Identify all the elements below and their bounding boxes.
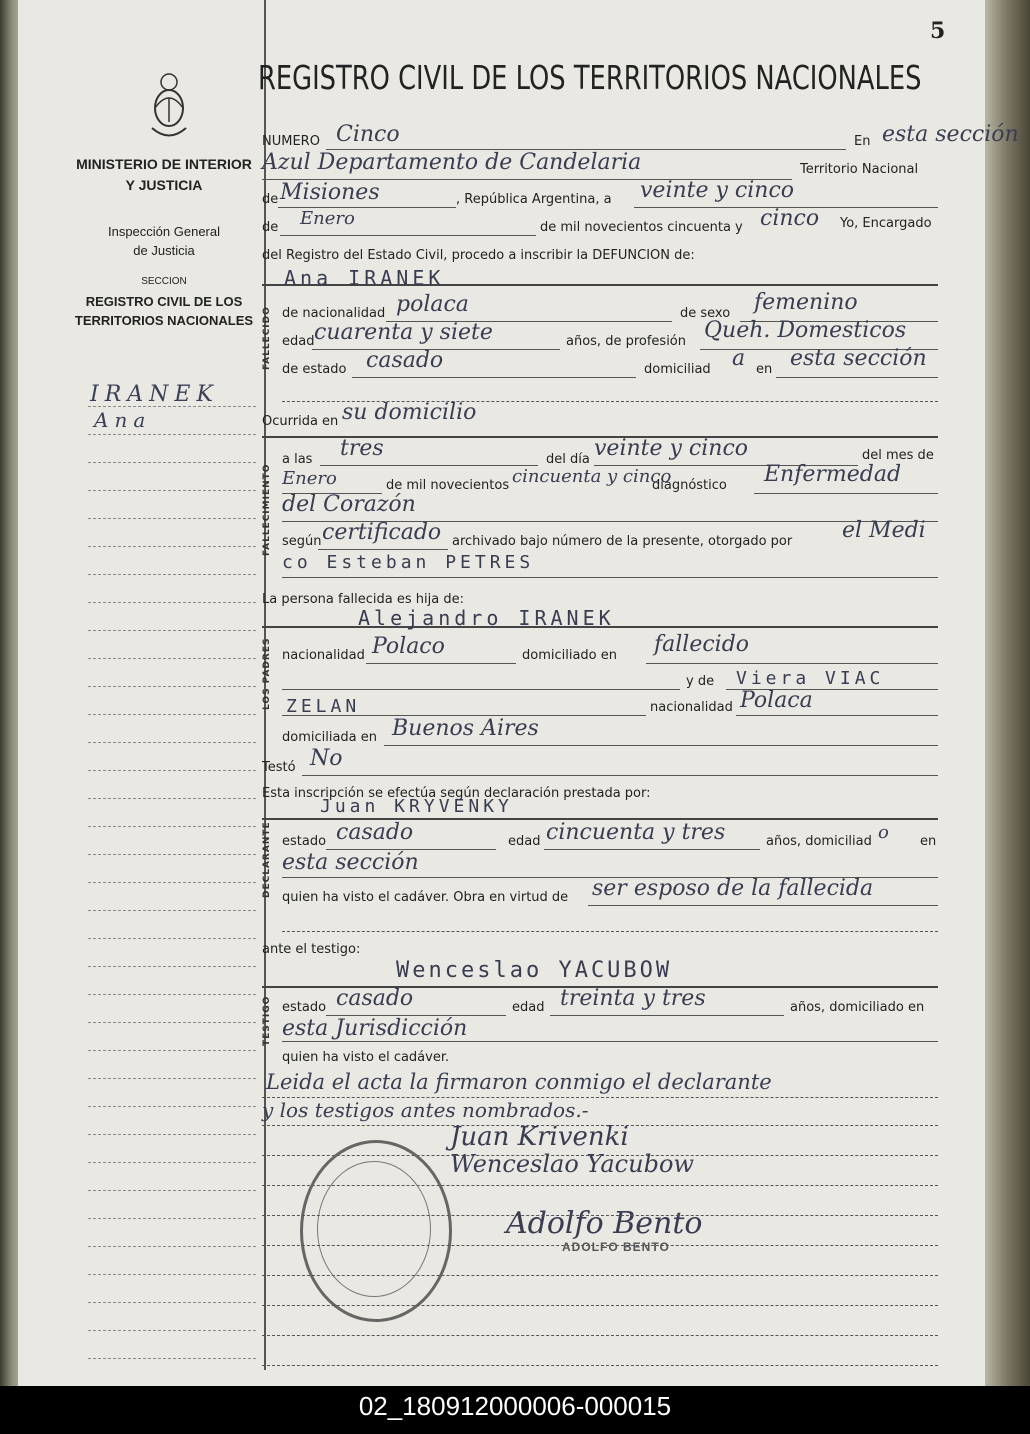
line — [282, 1040, 938, 1042]
margin-given-name: Ana — [94, 408, 152, 432]
label-mil: de mil novecientos cincuenta y — [540, 220, 743, 235]
inspection-caption: Inspección General de Justicia — [107, 224, 220, 258]
margin-rule-line — [88, 1050, 256, 1052]
value-dom-decl: o — [878, 822, 889, 843]
value-lugar: Azul Departamento de Candelaria — [262, 150, 642, 175]
margin-rule-line — [88, 938, 256, 940]
line — [282, 576, 938, 578]
value-dom-test: esta Jurisdicción — [282, 1016, 468, 1041]
signature-encargado: Adolfo Bento — [506, 1206, 703, 1241]
margin-rule-line — [88, 1246, 256, 1248]
value-ano2: cincuenta y cinco — [512, 466, 672, 487]
value-otorgado2: co Esteban PETRES — [282, 552, 535, 573]
margin-rule-line — [88, 686, 256, 688]
line — [320, 464, 538, 466]
book-binding-right — [985, 0, 1030, 1386]
label-estado: de estado — [282, 362, 347, 377]
value-padre: Alejandro IRANEK — [358, 606, 615, 630]
label-republica: , República Argentina, a — [456, 192, 612, 207]
margin-rule-line — [88, 1078, 256, 1080]
label-hija: La persona fallecida es hija de: — [262, 592, 464, 607]
margin-rule-line — [88, 518, 256, 520]
value-nac-padre: Polaco — [372, 634, 445, 659]
margin-rule-line — [88, 658, 256, 660]
line — [550, 1014, 784, 1016]
label-diagnostico: diagnóstico — [652, 478, 727, 493]
margin-rule-line — [88, 1134, 256, 1136]
label-estado3: estado — [282, 1000, 327, 1015]
value-virtud: ser esposo de la fallecida — [592, 876, 874, 901]
margin-rule-line — [88, 882, 256, 884]
label-domiciliad: domiciliad — [644, 362, 711, 377]
value-dia2: veinte y cinco — [594, 436, 749, 461]
side-declarante: DECLARANTE — [262, 821, 272, 898]
value-sexo: femenino — [754, 290, 858, 315]
label-estado2: estado — [282, 834, 327, 849]
margin-rule-line — [88, 966, 256, 968]
label-nacionalidad3: nacionalidad — [650, 700, 733, 715]
ministry-caption: MINISTERIO DE INTERIOR Y JUSTICIA — [76, 156, 252, 193]
margin-rule-line — [88, 1358, 256, 1360]
margin-rule-line — [88, 994, 256, 996]
value-otorgado: el Medi — [842, 518, 926, 543]
value-en: esta sección — [882, 122, 1019, 147]
line — [646, 662, 938, 664]
value-en-decl: esta sección — [282, 850, 419, 875]
line — [544, 848, 760, 850]
label-en3: en — [920, 834, 937, 849]
label-de: de — [262, 192, 279, 207]
label-anos-dom2: años, domiciliado en — [790, 1000, 925, 1015]
label-nacionalidad: de nacionalidad — [282, 306, 386, 321]
margin-surname: IRANEK — [90, 382, 219, 407]
closing-line-1: Leida el acta la firmaron conmigo el declarante — [266, 1070, 772, 1094]
signature-testigo: Wenceslao Yacubow — [450, 1150, 694, 1178]
value-edad-decl: cincuenta y tres — [546, 820, 726, 845]
value-madre2: ZELAN — [286, 696, 361, 717]
label-edad3: edad — [512, 1000, 545, 1015]
margin-rule-line — [88, 714, 256, 716]
line — [262, 1304, 938, 1306]
line — [262, 1334, 938, 1336]
label-de2: de — [262, 220, 279, 235]
label-testo: Testó — [262, 760, 296, 775]
value-nombre: Ana IRANEK — [284, 266, 445, 290]
label-quien: quien ha visto el cadáver. Obra en virtud de — [282, 890, 569, 905]
line — [262, 1274, 938, 1276]
value-dia: veinte y cinco — [640, 178, 795, 203]
label-domiciliado: domiciliado en — [522, 648, 618, 663]
margin-rule-line — [88, 602, 256, 604]
label-nacionalidad2: nacionalidad — [282, 648, 365, 663]
value-hora: tres — [340, 436, 384, 461]
label-domiciliada: domiciliada en — [282, 730, 378, 745]
scan-id-caption: 02_180912000006-000015 — [0, 1386, 1030, 1434]
label-anos-dom: años, domiciliad — [766, 834, 872, 849]
side-fallecido: FALLECIDO — [262, 306, 272, 370]
label-encargado: Yo, Encargado — [840, 216, 932, 231]
side-fallecimiento: FALLECIMIENTO — [262, 463, 272, 556]
margin-rule-line — [88, 1022, 256, 1024]
margin-rule-line — [88, 1274, 256, 1276]
value-mes: Enero — [300, 208, 355, 229]
signature-declarante: Juan Krivenki — [450, 1122, 629, 1152]
section-label: SECCION — [141, 276, 187, 287]
value-dom-padre: fallecido — [654, 632, 750, 657]
line — [262, 1244, 938, 1246]
label-anos-prof: años, de profesión — [566, 334, 686, 349]
value-testo: No — [310, 746, 343, 771]
label-territorio: Territorio Nacional — [800, 162, 919, 177]
label-quien2: quien ha visto el cadáver. — [282, 1050, 450, 1065]
value-segun: certificado — [322, 520, 442, 545]
line — [282, 688, 680, 690]
value-dom-madre: Buenos Aires — [392, 716, 539, 741]
value-edad: cuarenta y siete — [314, 320, 493, 345]
label-numero: NUMERO — [262, 134, 320, 149]
value-estado-test: casado — [336, 986, 414, 1011]
margin-rule-line — [88, 1162, 256, 1164]
coat-of-arms-emblem — [146, 68, 192, 146]
margin-rule-line — [88, 1330, 256, 1332]
label-sexo: de sexo — [680, 306, 731, 321]
line — [302, 774, 938, 776]
line — [280, 234, 536, 236]
value-nac-madre: Polaca — [740, 688, 813, 713]
line — [318, 548, 448, 550]
value-diagnostico2: del Corazón — [282, 492, 416, 517]
closing-line-2: y los testigos antes nombrados.- — [262, 1098, 589, 1122]
value-nacionalidad: polaca — [396, 292, 469, 317]
side-testigo: TESTIGO — [262, 995, 272, 1046]
label-ocurrida: Ocurrida en — [262, 414, 339, 429]
encargado-printed-name: ADOLFO BENTO — [562, 1240, 670, 1254]
value-estado-decl: casado — [336, 820, 414, 845]
label-en: En — [854, 134, 871, 149]
official-seal-stamp — [300, 1140, 452, 1322]
label-edad: edad — [282, 334, 315, 349]
value-estado: casado — [366, 348, 444, 373]
label-y-de: y de — [686, 674, 715, 689]
line — [352, 376, 636, 378]
section-caption: REGISTRO CIVIL DE LOS TERRITORIOS NACIONALES — [74, 294, 254, 328]
margin-rule-line — [88, 798, 256, 800]
line — [282, 930, 938, 932]
margin-rule-line — [88, 742, 256, 744]
line — [384, 744, 938, 746]
value-edad-test: treinta y tres — [560, 986, 706, 1011]
value-numero: Cinco — [336, 122, 400, 147]
label-archivado: archivado bajo número de la presente, otorgado por — [452, 534, 793, 549]
margin-rule-line — [88, 826, 256, 828]
margin-rule-line — [88, 574, 256, 576]
label-del-dia: del día — [546, 452, 590, 467]
side-padres: LOS PADRES — [262, 637, 272, 710]
line — [262, 1364, 938, 1366]
value-madre: Viera VIAC — [736, 668, 885, 689]
margin-rule-line — [88, 1106, 256, 1108]
label-ante: ante el testigo: — [262, 942, 361, 957]
label-mil2: de mil novecientos — [386, 478, 510, 493]
label-registro: del Registro del Estado Civil, procedo a inscribir la DEFUNCION de: — [262, 248, 695, 263]
label-a-las: a las — [282, 452, 313, 467]
margin-rule-line — [88, 434, 256, 436]
value-ocurrida: su domicilio — [342, 400, 477, 425]
label-en2: en — [756, 362, 773, 377]
margin-rule-line — [88, 1190, 256, 1192]
line — [366, 662, 516, 664]
margin-rule-line — [88, 406, 256, 408]
margin-rule-line — [88, 1218, 256, 1220]
value-diagnostico: Enfermedad — [764, 462, 902, 487]
value-declarante: Juan KRYVENKY — [320, 796, 513, 817]
value-mes2: Enero — [282, 468, 337, 489]
margin-rule-line — [88, 462, 256, 464]
value-testigo: Wenceslao YACUBOW — [396, 958, 673, 983]
value-profesion: Queh. Domesticos — [704, 318, 907, 343]
value-ano: cinco — [760, 206, 820, 231]
margin-rule-line — [88, 490, 256, 492]
margin-rule-line — [88, 910, 256, 912]
page-number: 5 — [930, 18, 946, 44]
label-inscripcion: Esta inscripción se efectúa según declaración prestada por: — [262, 786, 651, 801]
margin-rule-line — [88, 770, 256, 772]
value-en: esta sección — [790, 346, 927, 371]
margin-rule-line — [88, 546, 256, 548]
label-segun: según — [282, 534, 322, 549]
line — [588, 904, 938, 906]
margin-rule-line — [88, 630, 256, 632]
label-del-mes: del mes de — [862, 448, 934, 463]
line — [736, 714, 938, 716]
form-title: REGISTRO CIVIL DE LOS TERRITORIOS NACIONALES — [258, 58, 922, 97]
line — [776, 376, 938, 378]
margin-rule-line — [88, 1302, 256, 1304]
line — [754, 492, 938, 494]
margin-rule-line — [88, 854, 256, 856]
value-territorio: Misiones — [280, 180, 380, 205]
label-edad2: edad — [508, 834, 541, 849]
line — [262, 1214, 938, 1216]
value-domiciliad: a — [732, 346, 746, 371]
